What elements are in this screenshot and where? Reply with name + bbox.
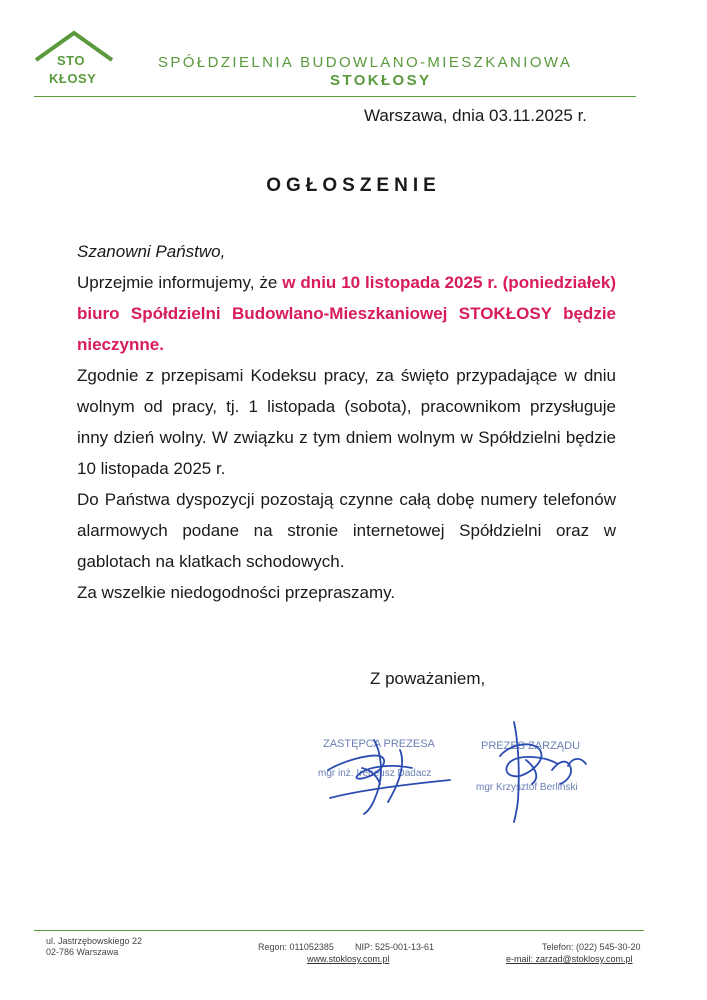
closing: Z poważaniem, — [370, 669, 486, 688]
document-body — [77, 236, 616, 608]
footer-phone: Telefon: (022) 545-30-20 — [542, 942, 641, 952]
logo-text-line2: KŁOSY — [49, 71, 97, 86]
left-stamp-name: mgr inż. Ireneusz Dadacz — [318, 768, 432, 779]
footer-address — [46, 936, 142, 958]
header-divider — [34, 96, 636, 97]
footer-website-link[interactable] — [307, 954, 389, 965]
left-stamp-title: ZASTĘPCA PREZESA — [323, 738, 435, 750]
document-date: Warszawa, dnia 03.11.2025 r. — [364, 106, 588, 125]
right-stamp-name: mgr Krzysztof Berliński — [476, 782, 578, 793]
announcement-intro: Uprzejmie informujemy, że — [77, 273, 283, 292]
website-link-text[interactable]: www.stoklosy.com.pl — [307, 954, 390, 964]
footer-divider — [34, 930, 644, 931]
organization-name: SPÓŁDZIELNIA BUDOWLANO-MIESZKANIOWA — [158, 54, 573, 71]
logo — [34, 30, 114, 92]
left-signature — [328, 740, 450, 814]
address-street: ul. Jastrzębowskiego 22 — [46, 936, 143, 946]
explanation-paragraph: Zgodnie z przepisami Kodeksu pracy, za święto przypadające w dniu wolnym od pracy, tj. 1 listopada (sobota), pracownikom przysługuje inny dzień wolny. W związku z tym dniem wolnym w Spółdzielni będzie 10 listopada 2025 r. — [77, 366, 616, 478]
email-link-text[interactable]: e-mail: zarzad@stoklosy.com.pl — [506, 954, 633, 964]
handwritten-signatures — [300, 710, 620, 830]
apology-paragraph: Za wszelkie niedogodności przepraszamy. — [77, 583, 396, 602]
footer-nip: NIP: 525-001-13-61 — [355, 942, 435, 952]
right-stamp-title: PREZES ZARZĄDU — [481, 740, 581, 752]
footer-regon: Regon: 011052385 — [258, 942, 334, 952]
footer-email-link[interactable] — [506, 954, 633, 965]
right-signature — [500, 722, 586, 822]
greeting: Szanowni Państwo, — [77, 242, 226, 261]
logo-text-line1: STO — [57, 53, 85, 68]
announcement-paragraph — [77, 267, 616, 360]
emergency-info-paragraph: Do Państwa dyspozycji pozostają czynne całą dobę numery telefonów alarmowych podane na stronie internetowej Spółdzielni oraz w gablotach na klatkach schodowych. — [77, 490, 616, 571]
announcement-highlight: w dniu 10 listopada 2025 r. (poniedziałek) biuro Spółdzielni Budowlano-Mieszkaniowej STOKŁOSY będzie nieczynne. — [77, 273, 616, 354]
document-title: OGŁOSZENIE — [266, 175, 441, 196]
address-city: 02-786 Warszawa — [46, 947, 119, 957]
organization-brand: STOKŁOSY — [330, 72, 432, 89]
